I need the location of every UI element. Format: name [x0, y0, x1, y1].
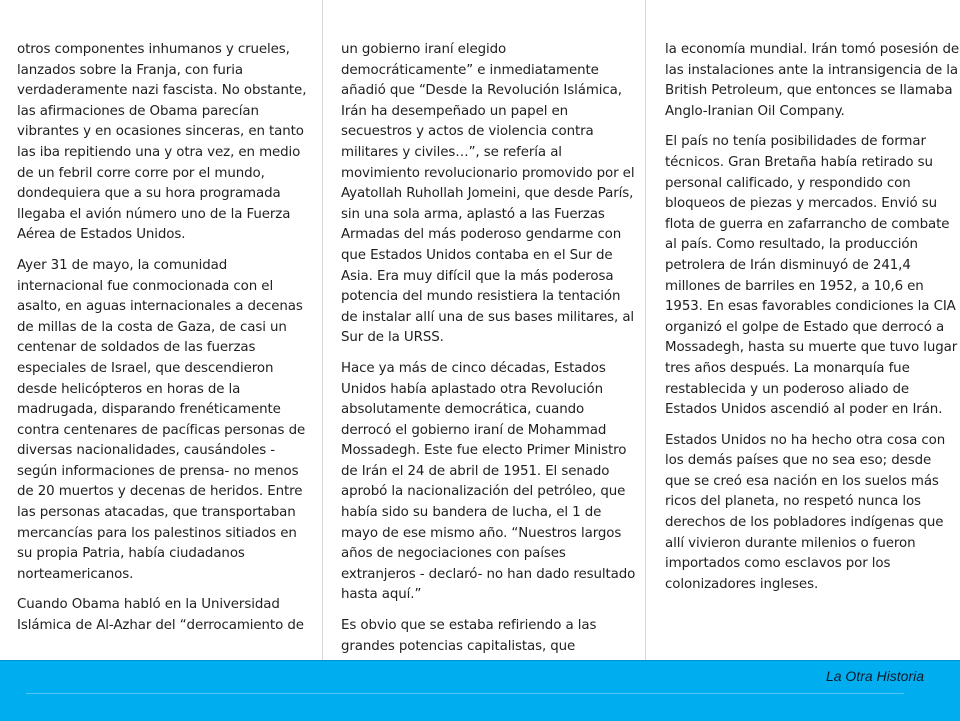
footer-bar — [0, 660, 960, 721]
text-column-2 — [341, 40, 636, 688]
text-column-1 — [17, 40, 312, 647]
paragraph: Cuando Obama habló en la Universidad Islámica de Al-Azhar del “derrocamiento de — [17, 597, 304, 634]
paragraph: otros componentes inhumanos y crueles, lanzados sobre la Franja, con furia verdaderamente nazi fascista. No obstante, las afirmaciones de Obama parecían vibrantes y en ocasiones sinceras, en tanto las iba repitiendo una y otra vez, en medio de un febril corre corre por el mundo, dondequiera que a su hora programada llegaba el avión número uno de la Fuerza Aérea de Estados Unidos. — [17, 42, 307, 243]
paragraph: la economía mundial. Irán tomó posesión de las instalaciones ante la intransigencia de la British Petroleum, que entonces se llamaba Anglo-Iranian Oil Company. — [665, 42, 959, 119]
paragraph: un gobierno iraní elegido democráticamente” e inmediatamente añadió que “Desde la Revolución Islámica, Irán ha desempeñado un papel en secuestros y actos de violencia contra militares y civiles…”, se refería al movimiento revolucionario promovido por el Ayatollah Ruhollah Jomeini, que desde París, sin una sola arma, aplastó a las Fuerzas Armadas del más poderoso gendarme con que Estados Unidos contaba en el Sur de Asia. Era muy difícil que la más poderosa potencia del mundo resistiera la tentación de instalar allí una de sus bases militares, al Sur de la URSS. — [341, 42, 635, 346]
footer-divider — [26, 693, 904, 694]
column-divider — [645, 0, 646, 660]
paragraph: Hace ya más de cinco décadas, Estados Unidos había aplastado otra Revolución absolutamente democrática, cuando derrocó el gobierno iraní de Mohammad Mossadegh. Este fue electo Primer Ministro de Irán el 24 de abril de 1951. El senado aprobó la nacionalización del petróleo, que había sido su bandera de lucha, el 1 de mayo de ese mismo año. “Nuestros largos años de negociaciones con países extranjeros - declaró- no han dado resultado hasta aquí.” — [341, 360, 636, 603]
paragraph: Ayer 31 de mayo, la comunidad internacional fue conmocionada con el asalto, en aguas internacionales a decenas de millas de la costa de Gaza, de casi un centenar de soldados de las fuerzas especiales de Israel, que descendieron desde helicópteros en horas de la madrugada, disparando frenéticamente contra centenares de pacíficas personas de diversas nacionalidades, causándoles -según informaciones de prensa- no menos de 20 muertos y decenas de heridos. Entre las personas atacadas, que transportaban mercancías para los palestinos sitiados en su propia Patria, había ciudadanos norteamericanos. — [17, 257, 306, 582]
column-divider — [322, 0, 323, 660]
paragraph: El país no tenía posibilidades de formar técnicos. Gran Bretaña había retirado su personal calificado, y respondido con bloqueos de piezas y mercados. Envió su flota de guerra en zafarrancho de combate al país. Como resultado, la producción petrolera de Irán disminuyó de 241,4 millones de barriles en 1952, a 10,6 en 1953. En esas favorables condiciones la CIA organizó el golpe de Estado que derrocó a Mossadegh, hasta su muerte que tuvo lugar tres años después. La monarquía fue restablecida y un poderoso aliado de Estados Unidos ascendió al poder en Irán. — [665, 134, 958, 418]
paragraph: Estados Unidos no ha hecho otra cosa con los demás países que no sea eso; desde que se creó esa nación en los suelos más ricos del planeta, no respetó nunca los derechos de los pobladores indígenas que allí vivieron durante milenios o fueron importados como esclavos por los colonizadores ingleses. — [665, 432, 946, 592]
text-column-3 — [665, 40, 960, 605]
paragraph: Es obvio que se estaba refiriendo a las grandes potencias capitalistas, que — [341, 618, 597, 654]
footer-title: La Otra Historia — [825, 668, 924, 684]
